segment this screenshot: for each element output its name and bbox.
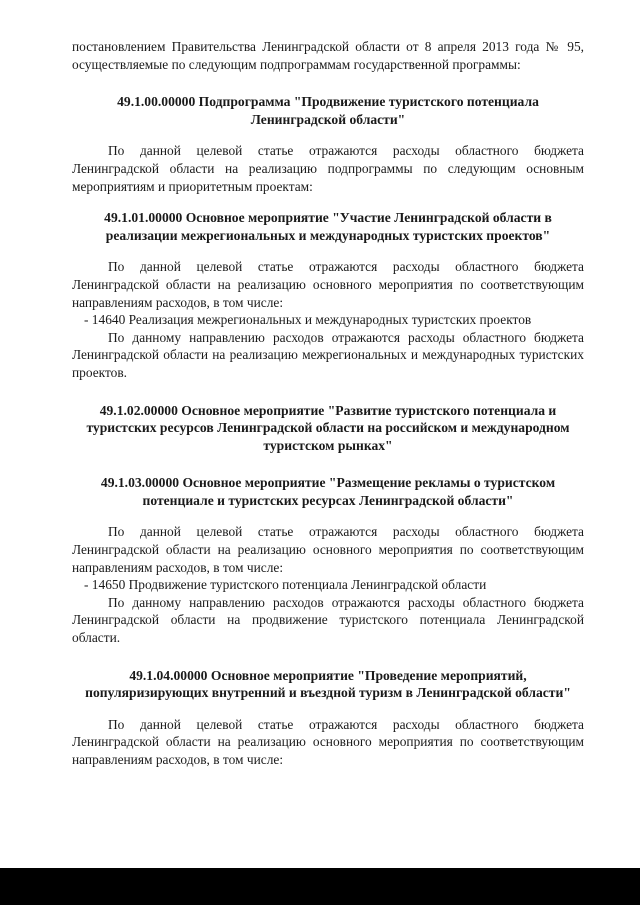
section-paragraph: По данной целевой статье отражаются расходы областного бюджета Ленинградской области на реализацию основного мероприятия по соответствующим направлениям расходов, в том числе: [72, 716, 584, 767]
section-heading-49-1-01: 49.1.01.00000 Основное мероприятие "Участие Ленинградской области в реализации межрегиональных и международных туристских проектов" [104, 210, 552, 243]
section-heading-49-1-00: 49.1.00.00000 Подпрограмма "Продвижение туристского потенциала Ленинградской области" [117, 94, 539, 127]
section-paragraph: По данному направлению расходов отражаются расходы областного бюджета Ленинградской области на реализацию межрегиональных и международных туристских проектов. [72, 329, 584, 380]
section-paragraph: По данной целевой статье отражаются расходы областного бюджета Ленинградской области на реализацию основного мероприятия по соответствующим направлениям расходов, в том числе: [72, 524, 584, 575]
section-paragraph: По данной целевой статье отражаются расходы областного бюджета Ленинградской области на реализацию подпрограммы по следующим основным мероприятиям и приоритетным проектам: [72, 143, 584, 194]
scan-bottom-edge [0, 868, 640, 905]
expense-direction-item: - 14640 Реализация межрегиональных и международных туристских проектов [84, 312, 532, 328]
intro-paragraph: постановлением Правительства Ленинградской области от 8 апреля 2013 года № 95, осуществляемые по следующим подпрограммам государственной программы: [72, 39, 584, 72]
expense-direction-item: - 14650 Продвижение туристского потенциала Ленинградской области [84, 577, 487, 593]
section-paragraph: По данному направлению расходов отражаются расходы областного бюджета Ленинградской области на продвижение туристского потенциала Ленинградской области. [72, 594, 584, 646]
document-body [72, 38, 584, 769]
section-paragraph: По данной целевой статье отражаются расходы областного бюджета Ленинградской области на реализацию основного мероприятия по соответствующим направлениям расходов, в том числе: [72, 259, 584, 310]
section-heading-49-1-02: 49.1.02.00000 Основное мероприятие "Развитие туристского потенциала и туристских ресурсов Ленинградской области на российском и международном туристском рынках" [86, 402, 570, 453]
section-heading-49-1-04: 49.1.04.00000 Основное мероприятие "Проведение мероприятий, популяризирующих внутренний и въездной туризм в Ленинградской области" [85, 667, 571, 701]
section-heading-49-1-03: 49.1.03.00000 Основное мероприятие "Размещение рекламы о туристском потенциале и туристских ресурсах Ленинградской области" [100, 475, 556, 508]
